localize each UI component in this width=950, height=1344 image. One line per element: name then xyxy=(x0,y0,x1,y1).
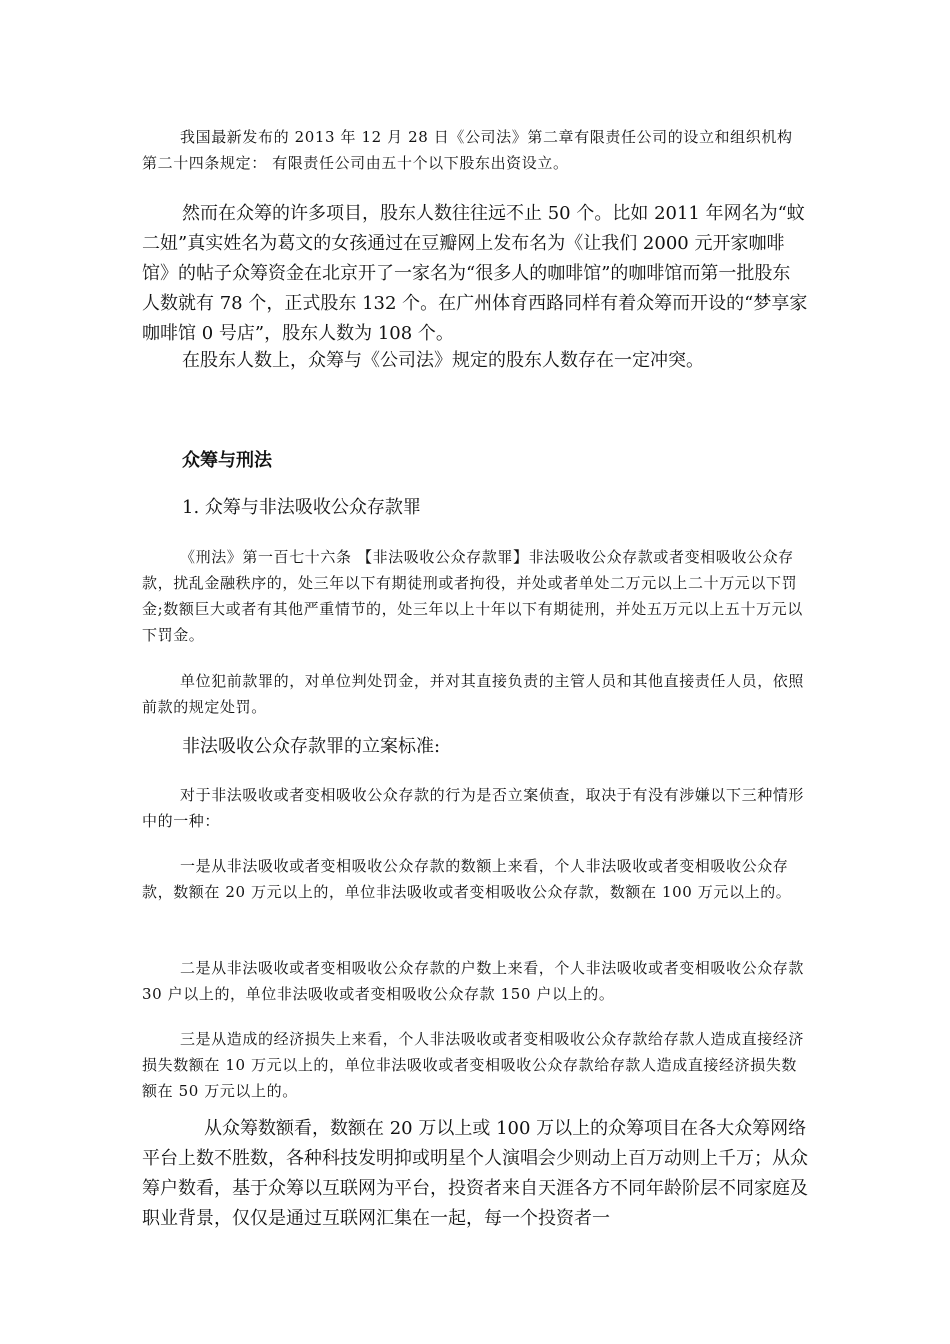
paragraph-criterion-households: 二是从非法吸收或者变相吸收公众存款的户数上来看，个人非法吸收或者变相吸收公众存款 30 户以上的，单位非法吸收或者变相吸收公众存款 150 户以上的。 xyxy=(142,959,805,1003)
paragraph-company-law: 我国最新发布的 2013 年 12 月 28 日《公司法》第二章有限责任公司的设立和组织机构第二十四条规定： 有限责任公司由五十个以下股东出资设立。 xyxy=(142,128,793,172)
paragraph-filing-standard-title: 非法吸收公众存款罪的立案标准: xyxy=(182,736,441,757)
section-heading: 众筹与刑法 xyxy=(182,450,272,471)
paragraph-criterion-amount: 一是从非法吸收或者变相吸收公众存款的数额上来看，个人非法吸收或者变相吸收公众存款，数额在 20 万元以上的，单位非法吸收或者变相吸收公众存款，数额在 100 万元以上的。 xyxy=(142,857,792,901)
paragraph-criminal-law-article: 《刑法》第一百七十六条 【非法吸收公众存款罪】非法吸收公众存款或者变相吸收公众存款，扰乱金融秩序的，处三年以下有期徒刑或者拘役，并处或者单处二万元以上二十万元以下罚金;数额巨大或者有其他严重情节的，处三年以上十年以下有期徒刑，并处五万元以上五十万元以下罚金。 xyxy=(142,548,803,644)
paragraph-filing-conditions: 对于非法吸收或者变相吸收公众存款的行为是否立案侦查，取决于有没有涉嫌以下三种情形中的一种： xyxy=(142,786,805,830)
subsection-heading: 1. 众筹与非法吸收公众存款罪 xyxy=(182,497,421,518)
paragraph-unit-crime: 单位犯前款罪的，对单位判处罚金，并对其直接负责的主管人员和其他直接责任人员，依照前款的规定处罚。 xyxy=(142,672,805,716)
paragraph-shareholder-conflict: 在股东人数上，众筹与《公司法》规定的股东人数存在一定冲突。 xyxy=(182,350,704,371)
paragraph-crowdfunding-analysis: 从众筹数额看，数额在 20 万以上或 100 万以上的众筹项目在各大众筹网络平台上数不胜数，各种科技发明抑或明星个人演唱会少则动上百万动则上千万；从众筹户数看，基于众筹以互联网为平台，投资者来自天涯各方不同年龄阶层不同家庭及职业背景，仅仅是通过互联网汇集在一起，每一个投资者一 xyxy=(142,1118,808,1229)
paragraph-crowdfunding-shareholders: 然而在众筹的许多项目，股东人数往往远不止 50 个。比如 2011 年网名为“蚊二妞”真实姓名为葛文的女孩通过在豆瓣网上发布名为《让我们 2000 元开家咖啡馆》的帖子众筹资金在北京开了一家名为“很多人的咖啡馆”的咖啡馆而第一批股东人数就有 78 个，正式股东 132 个。在广州体育西路同样有着众筹而开设的“梦享家咖啡馆 0 号店”，股东人数为 108 个。 xyxy=(142,203,808,344)
paragraph-criterion-loss: 三是从造成的经济损失上来看，个人非法吸收或者变相吸收公众存款给存款人造成直接经济损失数额在 10 万元以上的，单位非法吸收或者变相吸收公众存款给存款人造成直接经济损失数额在 50 万元以上的。 xyxy=(142,1030,805,1100)
